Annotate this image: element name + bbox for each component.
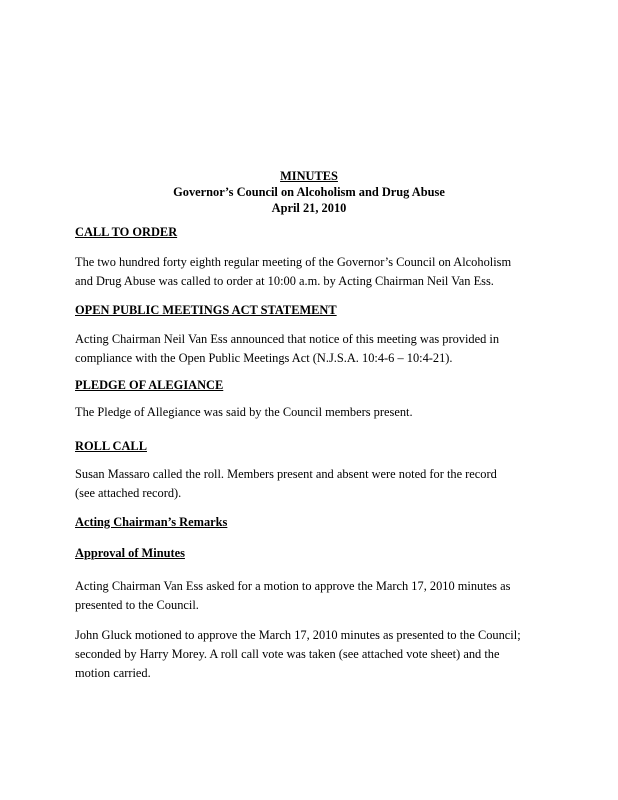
paragraph-line: The Pledge of Allegiance was said by the Council members present. bbox=[75, 405, 413, 419]
document-header bbox=[0, 168, 618, 216]
paragraph-line: presented to the Council. bbox=[75, 598, 199, 612]
heading-approval-of-minutes: Approval of Minutes bbox=[75, 546, 185, 560]
heading-open-public-meetings: OPEN PUBLIC MEETINGS ACT STATEMENT bbox=[75, 303, 337, 317]
organization-name: Governor’s Council on Alcoholism and Drug Abuse bbox=[173, 185, 445, 199]
paragraph-pledge bbox=[75, 403, 545, 422]
paragraph-line: Acting Chairman Neil Van Ess announced that notice of this meeting was provided in bbox=[75, 332, 500, 346]
heading-acting-chairman-remarks: Acting Chairman’s Remarks bbox=[75, 515, 228, 529]
heading-pledge: PLEDGE OF ALEGIANCE bbox=[75, 378, 224, 392]
meeting-date: April 21, 2010 bbox=[271, 201, 347, 215]
paragraph-line: motion carried. bbox=[75, 666, 151, 680]
heading-roll-call: ROLL CALL bbox=[75, 439, 147, 453]
paragraph-call-to-order bbox=[75, 253, 545, 291]
paragraph-line: (see attached record). bbox=[75, 486, 182, 500]
paragraph-motion-request bbox=[75, 577, 545, 615]
paragraph-line: compliance with the Open Public Meetings Act (N.J.S.A. 10:4-6 – 10:4-21). bbox=[75, 351, 453, 365]
paragraph-line: Susan Massaro called the roll. Members present and absent were noted for the record bbox=[75, 467, 497, 481]
paragraph-open-public-meetings bbox=[75, 330, 545, 368]
paragraph-line: John Gluck motioned to approve the March 17, 2010 minutes as presented to the Council; bbox=[75, 628, 521, 642]
paragraph-line: Acting Chairman Van Ess asked for a motion to approve the March 17, 2010 minutes as bbox=[75, 579, 511, 593]
paragraph-motion-result bbox=[75, 626, 545, 683]
paragraph-line: seconded by Harry Morey. A roll call vote was taken (see attached vote sheet) and the bbox=[75, 647, 500, 661]
heading-call-to-order: CALL TO ORDER bbox=[75, 225, 178, 239]
paragraph-line: The two hundred forty eighth regular meeting of the Governor’s Council on Alcoholism bbox=[75, 255, 512, 269]
paragraph-line: and Drug Abuse was called to order at 10:00 a.m. by Acting Chairman Neil Van Ess. bbox=[75, 274, 494, 288]
document-title: MINUTES bbox=[280, 169, 338, 183]
paragraph-roll-call bbox=[75, 465, 545, 503]
